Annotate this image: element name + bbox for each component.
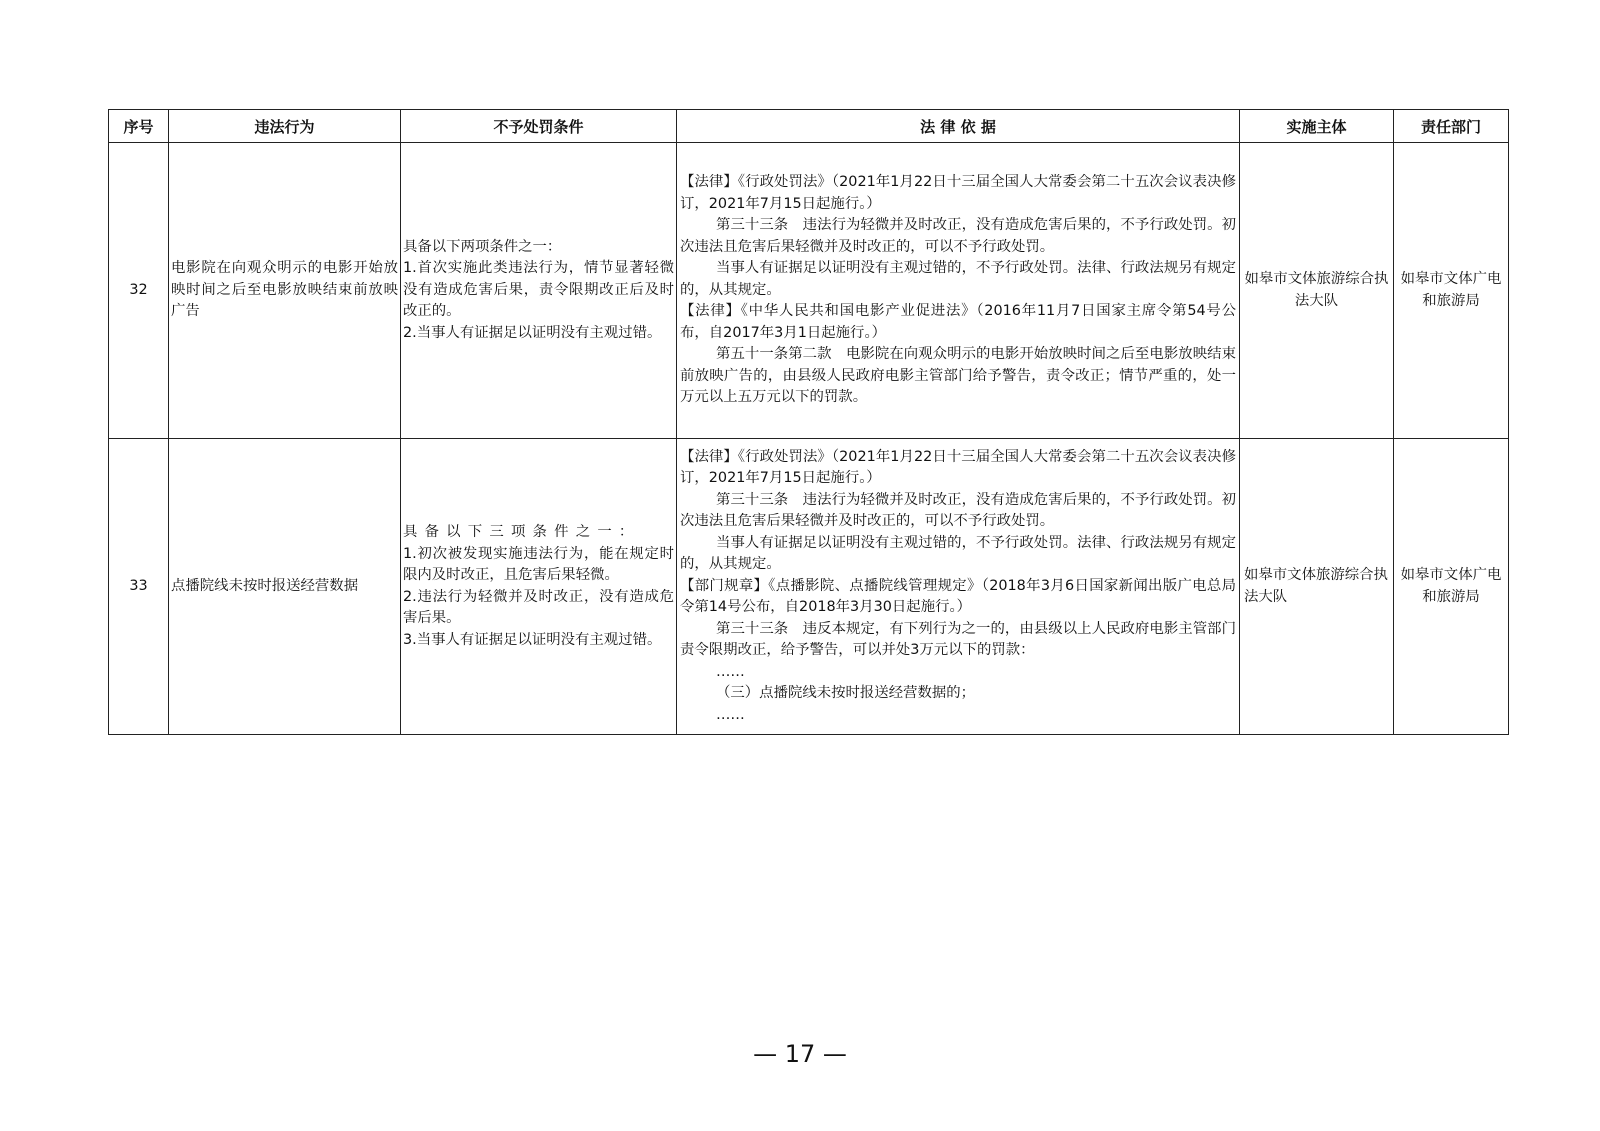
regulation-table-container xyxy=(108,109,1508,735)
conditions-cell xyxy=(401,143,677,439)
basis-line: 当事人有证据足以证明没有主观过错的，不予行政处罚。法律、行政法规另有规定的，从其规定。 xyxy=(680,534,1236,573)
implementer-cell: 如皋市文体旅游综合执法大队 xyxy=(1240,439,1394,735)
basis-line: 当事人有证据足以证明没有主观过错的，不予行政处罚。法律、行政法规另有规定的，从其规定。 xyxy=(680,260,1236,298)
basis-line: 第五十一条第二款 电影院在向观众明示的电影开始放映时间之后至电影放映结束前放映广告的，由县级人民政府电影主管部门给予警告，责令改正；情节严重的，处一万元以上五万元以下的罚款。 xyxy=(680,346,1236,406)
header-implementer: 实施主体 xyxy=(1240,110,1394,143)
basis-line: 第三十三条 违反本规定，有下列行为之一的，由县级以上人民政府电影主管部门责令限期改正，给予警告，可以并处3万元以下的罚款： xyxy=(680,620,1236,659)
page-number: — 17 — xyxy=(753,1040,847,1068)
header-violation: 违法行为 xyxy=(169,110,401,143)
row-number: 32 xyxy=(109,143,169,439)
header-conditions: 不予处罚条件 xyxy=(401,110,677,143)
basis-line: 【法律】《行政处罚法》（2021年1月22日十三届全国人大常委会第二十五次会议表决修订，2021年7月15日起施行。） xyxy=(680,174,1236,212)
violation-cell: 电影院在向观众明示的电影开始放映时间之后至电影放映结束前放映广告 xyxy=(169,143,401,439)
basis-line: 【法律】《行政处罚法》（2021年1月22日十三届全国人大常委会第二十五次会议表决修订，2021年7月15日起施行。） xyxy=(680,448,1236,487)
row-number: 33 xyxy=(109,439,169,735)
header-legal-basis: 法 律 依 据 xyxy=(677,110,1240,143)
legal-basis-cell xyxy=(677,439,1240,735)
legal-basis-cell xyxy=(677,143,1240,439)
condition-line: 1.初次被发现实施违法行为，能在规定时限内及时改正，且危害后果轻微。 xyxy=(403,545,674,583)
table-row xyxy=(109,439,1509,735)
basis-line: …… xyxy=(716,706,745,723)
basis-line: 第三十三条 违法行为轻微并及时改正，没有造成危害后果的，不予行政处罚。初次违法且危害后果轻微并及时改正的，可以不予行政处罚。 xyxy=(680,217,1236,255)
table-header-row xyxy=(109,110,1509,143)
conditions-cell xyxy=(401,439,677,735)
basis-line: 【部门规章】《点播影院、点播院线管理规定》（2018年3月6日国家新闻出版广电总局令第14号公布，自2018年3月30日起施行。） xyxy=(680,577,1236,616)
header-department: 责任部门 xyxy=(1394,110,1509,143)
department-cell: 如皋市文体广电和旅游局 xyxy=(1394,439,1509,735)
implementer-cell: 如皋市文体旅游综合执法大队 xyxy=(1240,143,1394,439)
basis-line: 第三十三条 违法行为轻微并及时改正，没有造成危害后果的，不予行政处罚。初次违法且危害后果轻微并及时改正的，可以不予行政处罚。 xyxy=(680,491,1236,530)
regulation-table xyxy=(108,109,1509,735)
violation-cell: 点播院线未按时报送经营数据 xyxy=(169,439,401,735)
basis-line: 【法律】《中华人民共和国电影产业促进法》（2016年11月7日国家主席令第54号公布，自2017年3月1日起施行。） xyxy=(680,303,1236,341)
department-cell: 如皋市文体广电和旅游局 xyxy=(1394,143,1509,439)
condition-line: 1.首次实施此类违法行为，情节显著轻微没有造成危害后果，责令限期改正后及时改正的。 xyxy=(403,260,674,320)
condition-line: 3.当事人有证据足以证明没有主观过错。 xyxy=(403,631,662,648)
condition-line: 具备以下两项条件之一： xyxy=(403,238,562,255)
header-number: 序号 xyxy=(109,110,169,143)
table-row xyxy=(109,143,1509,439)
basis-line: （三）点播院线未按时报送经营数据的； xyxy=(716,685,976,702)
condition-line: 2.违法行为轻微并及时改正，没有造成危害后果。 xyxy=(403,588,674,626)
condition-line: 具备以下三项条件之一： xyxy=(403,524,641,540)
condition-line: 2.当事人有证据足以证明没有主观过错。 xyxy=(403,324,662,341)
basis-line: …… xyxy=(716,663,745,680)
